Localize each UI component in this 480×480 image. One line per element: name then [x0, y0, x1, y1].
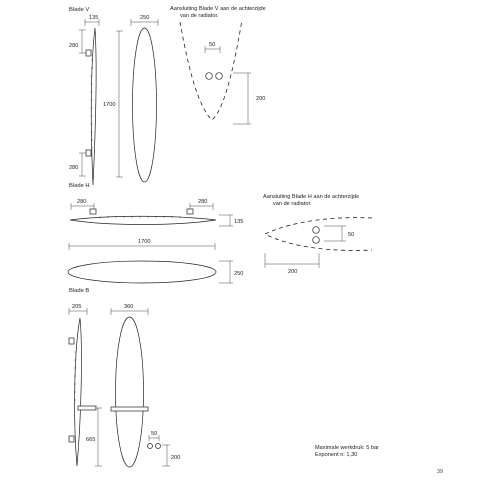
connection-port-right: [156, 444, 161, 449]
blade-h-outline-section: [265, 218, 372, 251]
connection-b-detail: [148, 431, 181, 466]
wall-bracket-top: [69, 338, 74, 344]
connection-h-caption-line2: van de radiator.: [273, 201, 312, 207]
blade-v-title: Blade V: [69, 7, 90, 13]
dimension-label-depth: 135: [234, 219, 244, 225]
connection-port-right: [216, 73, 223, 80]
dimension-label-length: 1700: [138, 239, 151, 245]
connection-v-spacing-label: 50: [209, 42, 216, 48]
connection-v-caption-line1: Aansluiting Blade V aan de achterzijde: [170, 6, 266, 12]
dimension-label-top: 280: [69, 43, 79, 49]
blade-b-title: Blade B: [69, 288, 90, 294]
blade-v-side-profile: [91, 28, 96, 185]
wall-bracket-bottom: [69, 436, 74, 442]
dimension-label-front-width: 360: [124, 304, 134, 310]
page-number: 39: [437, 469, 443, 475]
connection-b-spacing-label: 50: [151, 431, 158, 437]
dimension-label-width: 135: [89, 15, 99, 21]
towel-bar-front: [111, 407, 148, 411]
dimension-label-height: 1700: [103, 102, 116, 108]
dimension-label-front-width: 250: [140, 15, 150, 21]
connection-port-left: [206, 73, 213, 80]
blade-v-front-panel: [133, 28, 157, 182]
blade-h-top-profile: [70, 216, 216, 224]
blade-v-outline-section: [180, 20, 242, 120]
blade-h-view: [68, 183, 243, 283]
dimension-label-height: 665: [86, 437, 96, 443]
connection-port-top: [313, 227, 320, 234]
blade-h-front-panel: [68, 261, 216, 283]
connection-h-caption-line1: Aansluiting Blade H aan de achterzijde: [263, 194, 360, 200]
connection-b-offset-label: 200: [171, 455, 181, 461]
connection-port-left: [148, 444, 153, 449]
blade-b-front-panel: [116, 317, 144, 467]
connection-v-height-label: 200: [256, 96, 266, 102]
note-max-pressure: Maximale werkdruk: 5 bar: [315, 445, 380, 451]
dimension-label-width: 205: [72, 304, 82, 310]
connection-v-detail: [170, 6, 266, 124]
note-exponent: Exponent n: 1,30: [315, 452, 358, 458]
blade-b-view: [69, 288, 148, 467]
dimension-label-bottom: 280: [69, 165, 79, 171]
dimension-label-height: 250: [234, 271, 244, 277]
dimension-label-left: 280: [77, 199, 87, 205]
dimension-label-right: 280: [198, 199, 208, 205]
technical-notes: [315, 445, 379, 458]
connection-v-caption-line2: van de radiator.: [180, 13, 219, 19]
wall-bracket-left: [90, 209, 96, 214]
blade-h-title: Blade H: [69, 183, 90, 189]
connection-h-width-label: 200: [288, 269, 298, 275]
wall-bracket-bottom: [86, 150, 91, 156]
connection-h-spacing-label: 50: [348, 232, 355, 238]
connection-port-bottom: [313, 237, 320, 244]
connection-h-detail: [263, 194, 372, 275]
blade-v-view: [69, 7, 158, 185]
wall-bracket-top: [86, 50, 91, 56]
wall-bracket-right: [187, 209, 193, 214]
towel-bar-side: [78, 406, 96, 410]
